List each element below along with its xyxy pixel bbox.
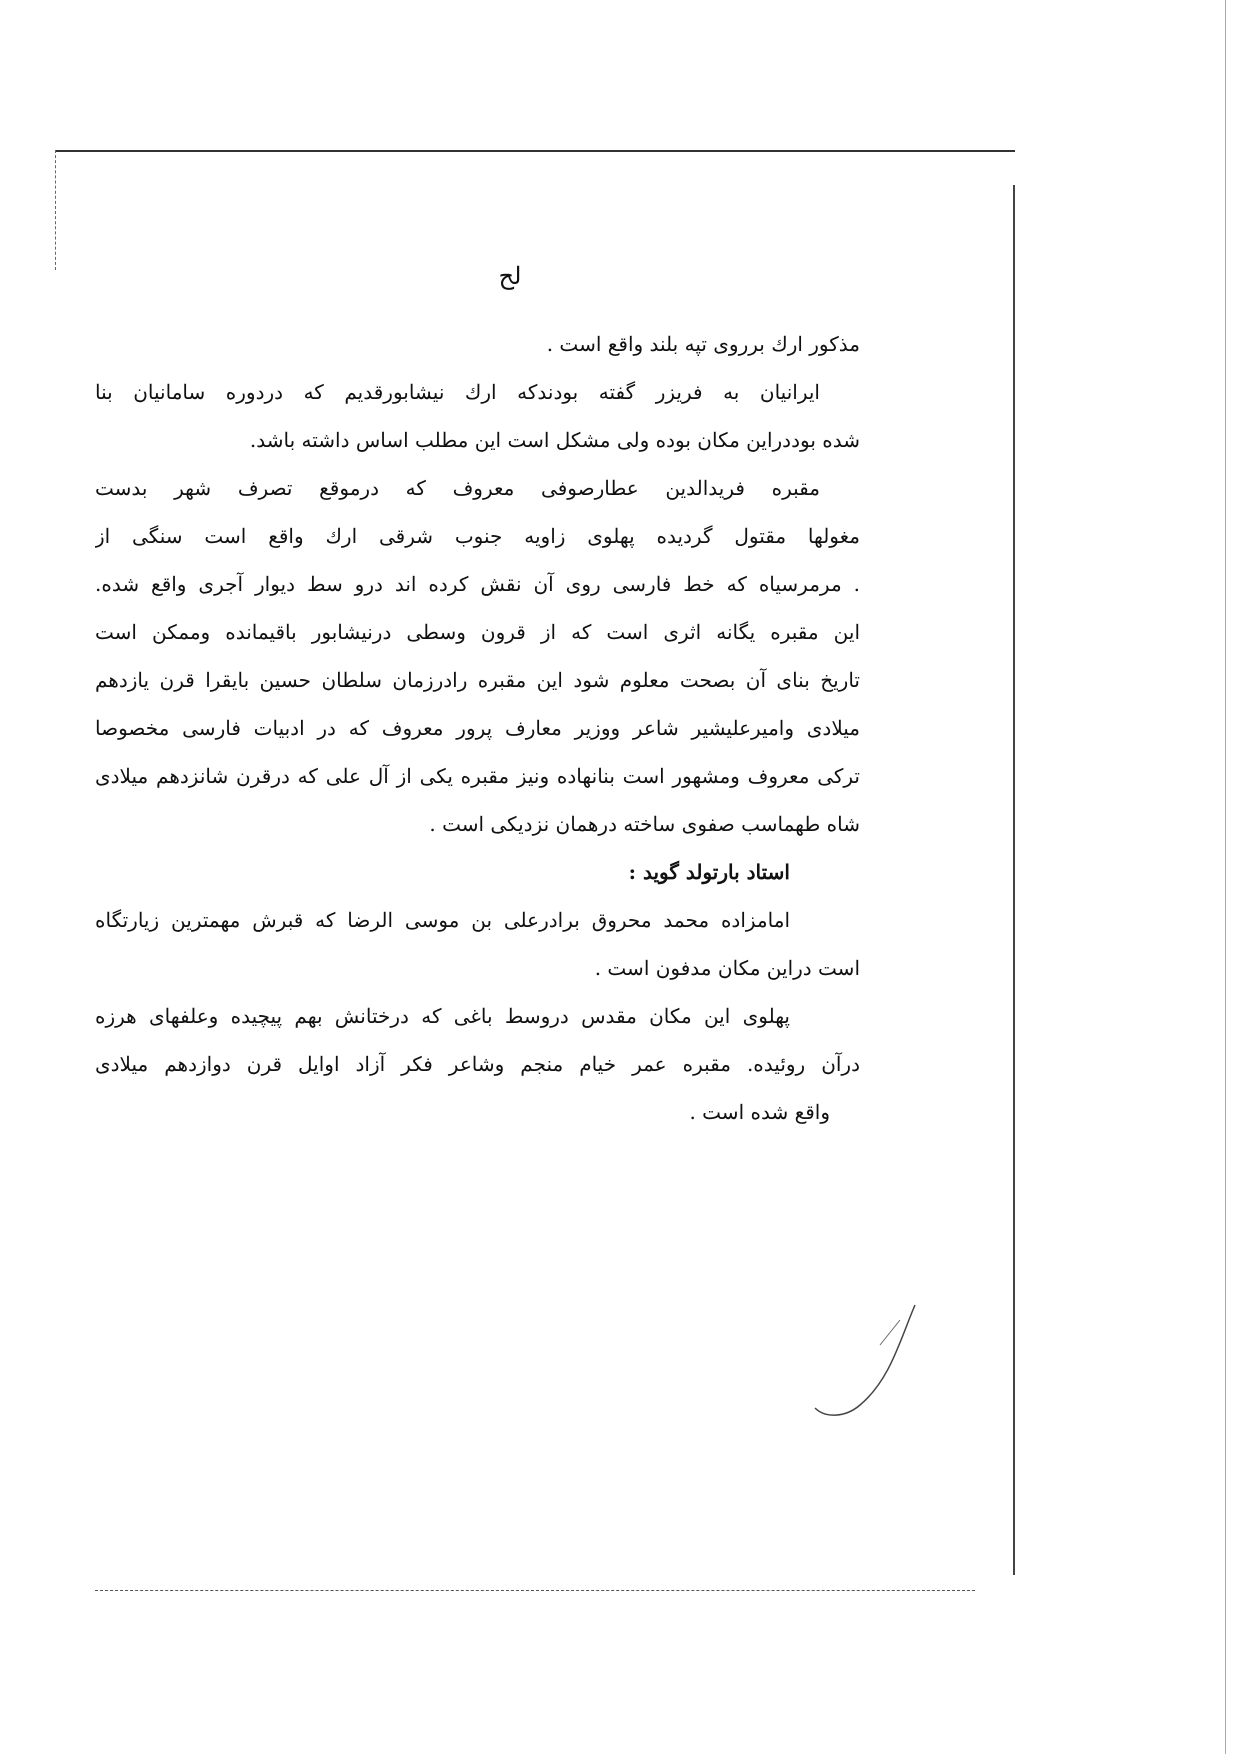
text-line: شاه طهماسب صفوی ساخته درهمان نزدیکی است . [429, 812, 860, 836]
text-line: ترکی معروف ومشهور است بنانهاده ونیز مقبره یکی از آل علی که درقرن شانزدهم میلادی [95, 764, 860, 788]
scan-edge [1225, 0, 1226, 1754]
text-line: واقع شده است . [689, 1100, 830, 1124]
text-line: شده بوددراین مکان بوده ولی مشکل است این مطلب اساس داشته باشد. [249, 428, 860, 452]
text-line: مغولها مقتول گردیده پهلوی زاویه جنوب شرقی ارك واقع است سنگی از [95, 524, 860, 548]
page-border-bottom [95, 1590, 975, 1591]
text-line: این مقبره یگانه اثری است که از قرون وسطی درنیشابور باقیمانده وممکن است [95, 620, 860, 644]
text-line: درآن روئیده. مقبره عمر خیام منجم وشاعر فکر آزاد اوایل قرن دوازدهم میلادی [95, 1052, 860, 1076]
text-line: امامزاده محمد محروق برادرعلی بن موسی الرضا که قبرش مهمترین زیارتگاه [95, 908, 790, 932]
body-text [95, 320, 860, 1136]
page-border-top [55, 150, 1015, 152]
pen-stroke-mark [805, 1300, 925, 1430]
page-number: لح [498, 262, 522, 290]
page-border-left [55, 150, 56, 270]
section-heading: استاد بارتولد گوید : [628, 860, 790, 884]
text-line: ایرانیان به فریزر گفته بودندکه ارك نیشابورقدیم که دردوره سامانیان بنا [95, 380, 820, 404]
text-line: مقبره فریدالدین عطارصوفی معروف که درموقع تصرف شهر بدست [95, 476, 820, 500]
text-line: میلادی وامیرعلیشیر شاعر ووزیر معارف پرور معروف که در ادبیات فارسی مخصوصا [95, 716, 860, 740]
text-line: است دراین مکان مدفون است . [594, 956, 860, 980]
page-border-right [1013, 185, 1015, 1575]
text-line: پهلوی این مکان مقدس دروسط باغی که درختانش بهم پیچیده وعلفهای هرزه [95, 1004, 790, 1028]
text-line: مذکور ارك برروی تپه بلند واقع است . [546, 332, 860, 356]
text-line: . مرمرسیاه که خط فارسی روی آن نقش کرده اند درو سط دیوار آجری واقع شده. [95, 572, 860, 596]
text-line: تاریخ بنای آن بصحت معلوم شود این مقبره رادرزمان سلطان حسین بایقرا قرن یازدهم [95, 668, 860, 692]
